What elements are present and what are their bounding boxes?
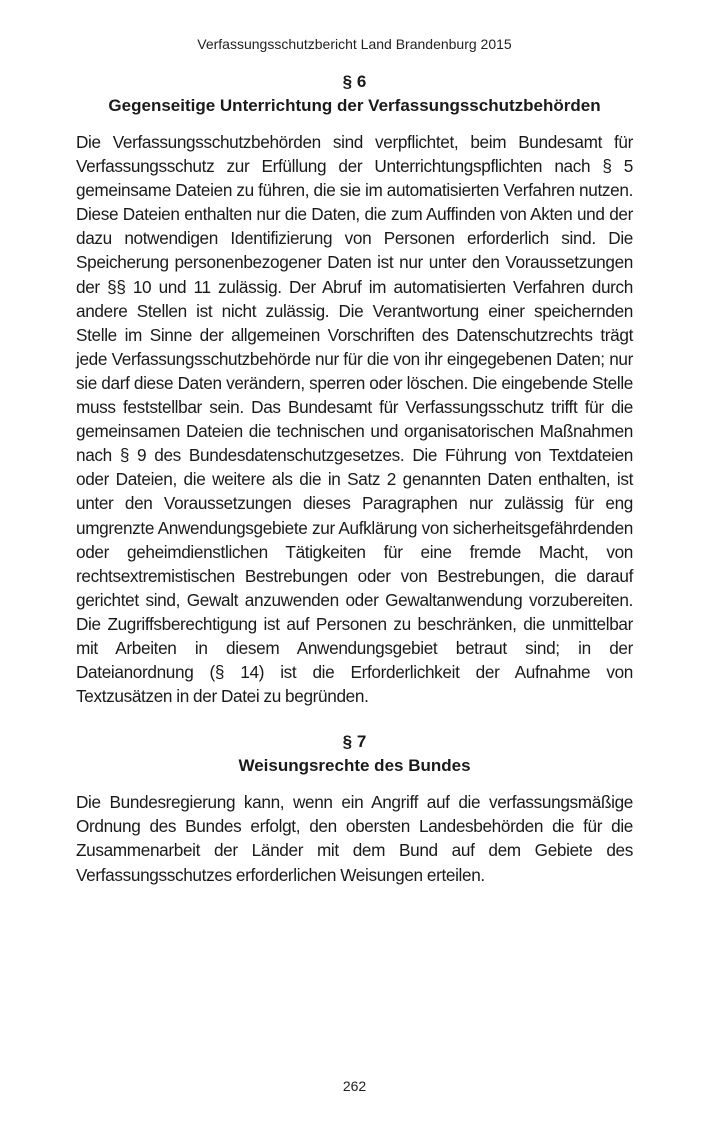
section-title: Weisungsrechte des Bundes: [238, 756, 471, 776]
section-body: Die Verfassungsschutzbehörden sind verpflichtet, beim Bundesamt für Verfassungsschutz zur Erfüllung der Unterrichtungspflichten nach § 5 gemeinsame Dateien zu führen, die sie im automatisierten Verfahren nutzen. Diese Dateien enthalten nur die Daten, die zum Auffinden von Akten und der dazu notwendigen Identifizierung von Personen erforderlich sind. Die Speicherung personenbezogener Daten ist nur unter den Voraussetzungen der §§ 10 und 11 zulässig. Der Abruf im automatisierten Verfahren durch andere Stellen ist nicht zulässig. Die Verantwortung einer speichernden Stelle im Sinne der allgemeinen Vorschriften des Datenschutzrechts trägt jede Verfassungsschutzbehörde nur für die von ihr eingegebenen Daten; nur sie darf diese Daten verändern, sperren oder löschen. Die eingebende Stelle muss feststellbar sein. Das Bundesamt für Verfassungsschutz trifft für die gemeinsamen Dateien die technischen und organisatorischen Maßnahmen nach § 9 des Bundesdatenschutzgesetzes. Die Führung von Textdateien oder Dateien, die weitere als die in Satz 2 genannten Daten enthalten, ist unter den Voraussetzungen dieses Paragraphen nur zulässig für eng umgrenzte Anwendungsgebiete zur Aufklärung von sicherheitsgefährdenden oder geheimdienstlichen Tätigkeiten für eine fremde Macht, von rechtsextremistischen Bestrebungen oder von Bestrebungen, die darauf gerichtet sind, Gewalt anzuwenden oder Gewaltanwendung vorzubereiten. Die Zugriffsberechtigung ist auf Personen zu beschränken, die unmittelbar mit Arbeiten in diesem Anwendungsgebiet betraut sind; in der Dateianordnung (§ 14) ist die Erforderlichkeit der Aufnahme von Textzusätzen in der Datei zu begründen.: [76, 132, 633, 707]
section-7: [76, 730, 633, 886]
section-title: Gegenseitige Unterrichtung der Verfassungsschutzbehörden: [108, 96, 601, 115]
running-header: Verfassungsschutzbericht Land Brandenburg 2015: [197, 36, 512, 52]
section-body: Die Bundesregierung kann, wenn ein Angriff auf die verfassungsmäßige Ordnung des Bundes erfolgt, den obersten Landesbehörden die für die Zusammenarbeit der Länder mit dem Bund auf dem Gebiete des Verfassungsschutzes erforderlichen Weisungen erteilen.: [76, 792, 633, 885]
section-heading: [76, 70, 633, 118]
section-6: [76, 70, 633, 708]
section-number: § 6: [342, 72, 367, 91]
page-number: 262: [342, 1078, 367, 1094]
section-number: § 7: [342, 732, 367, 752]
page-content: [76, 70, 633, 887]
section-heading: [76, 730, 633, 778]
